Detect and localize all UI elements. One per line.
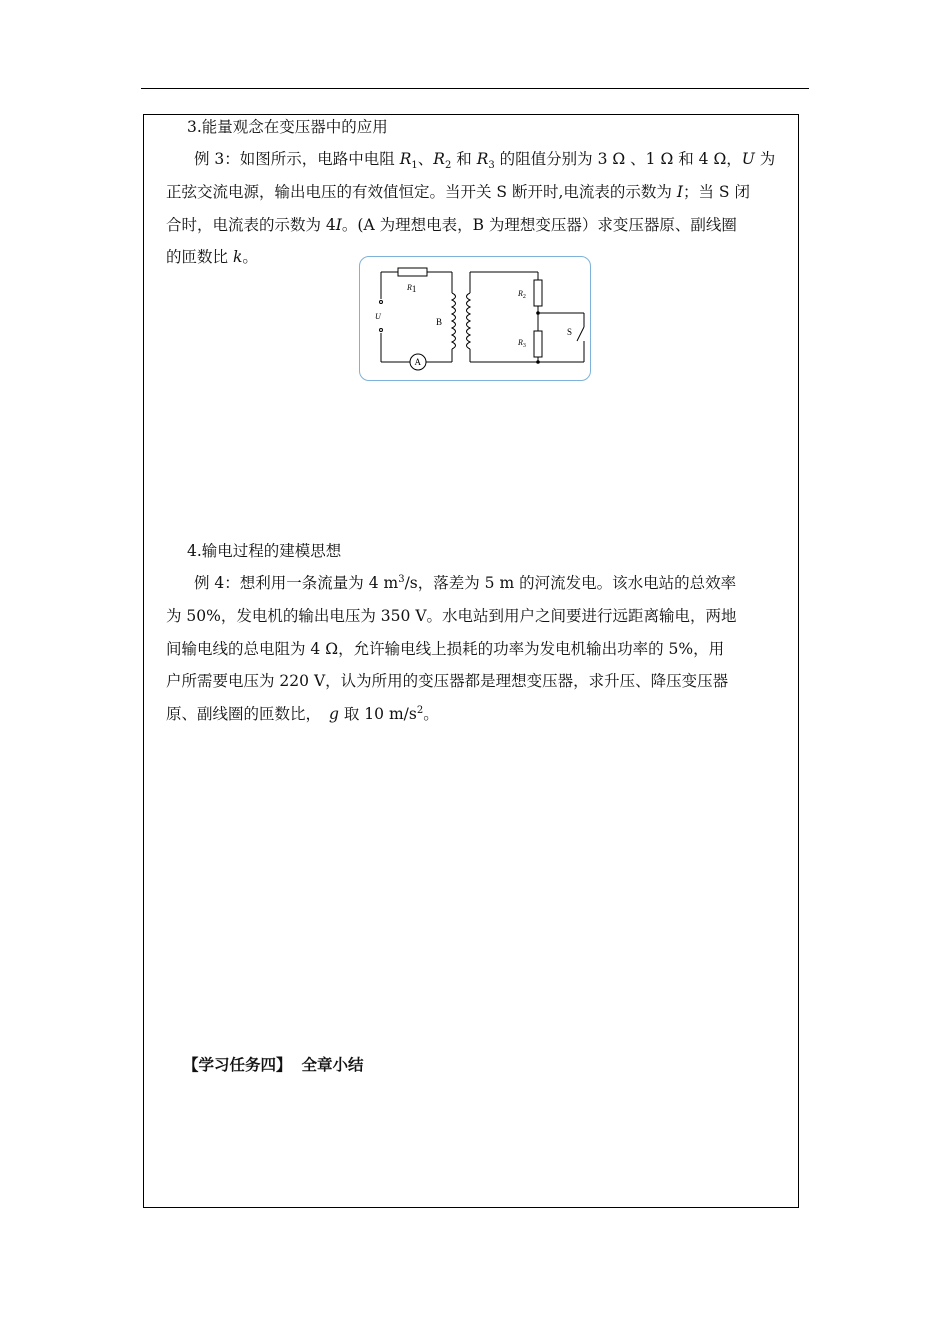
terminal-lower bbox=[380, 329, 383, 332]
resistor-r1 bbox=[398, 268, 427, 276]
task4-heading bbox=[183, 1055, 364, 1075]
junction-dot-bottom bbox=[536, 360, 540, 364]
example3-line4: 的匝数比 k。 bbox=[166, 248, 258, 266]
primary-coil bbox=[452, 293, 456, 349]
example4-line5: 原、副线圈的匝数比， g 取 10 $m/s^2$。 bbox=[166, 704, 439, 723]
example4-line2: 为 50%，发电机的输出电压为 350 V。水电站到用户之间要进行远距离输电，两地 bbox=[166, 607, 737, 625]
label-b: B bbox=[436, 317, 443, 327]
secondary-coil bbox=[467, 293, 471, 349]
header-rule bbox=[141, 88, 809, 89]
label-ammeter-a: A bbox=[414, 357, 421, 367]
label-r3: $R_3$ bbox=[518, 338, 526, 349]
label-s: S bbox=[567, 327, 573, 337]
label-r1: R1 bbox=[407, 283, 417, 294]
task4-title: 全章小结 bbox=[301, 1055, 364, 1074]
resistor-r2 bbox=[534, 280, 542, 306]
example4-line3: 间输电线的总电阻为 4 Ω，允许输电线上损耗的功率为发电机输出功率的 5%，用 bbox=[166, 640, 725, 658]
terminal-upper bbox=[380, 301, 383, 304]
example4-line4: 户所需要电压为 220 V，认为所用的变压器都是理想变压器，求升压、降压变压器 bbox=[166, 672, 729, 690]
example3-line1: 例 3：如图所示，电路中电阻 $R_1$、$R_2$ 和 $R_3$ 的阻值分别为 3 Ω 、1 Ω 和 4 Ω，U 为 bbox=[194, 150, 776, 172]
example3-line2: 正弦交流电源，输出电压的有效值恒定。当开关 S 断开时,电流表的示数为 I；当 S 闭 bbox=[166, 183, 750, 201]
example3-line3: 合时，电流表的示数为 4I。(A 为理想电表，B 为理想变压器）求变压器原、副线圈 bbox=[166, 216, 737, 234]
label-r2: $R_2$ bbox=[518, 289, 526, 300]
switch-s-blade bbox=[577, 327, 584, 341]
resistor-r3 bbox=[534, 331, 542, 357]
label-u: U bbox=[375, 312, 381, 321]
section4-heading: 4.输电过程的建模思想 bbox=[187, 542, 342, 560]
junction-dot-top bbox=[536, 311, 540, 315]
task4-label: 【学习任务四】 bbox=[183, 1055, 292, 1074]
section3-heading: 3.能量观念在变压器中的应用 bbox=[187, 118, 388, 136]
circuit-diagram bbox=[360, 257, 592, 382]
example4-line1: 例 4：想利用一条流量为 4 $m^3/s$，落差为 5 m 的河流发电。该水电站的总效率 bbox=[194, 573, 737, 592]
circuit-figure bbox=[359, 256, 591, 381]
